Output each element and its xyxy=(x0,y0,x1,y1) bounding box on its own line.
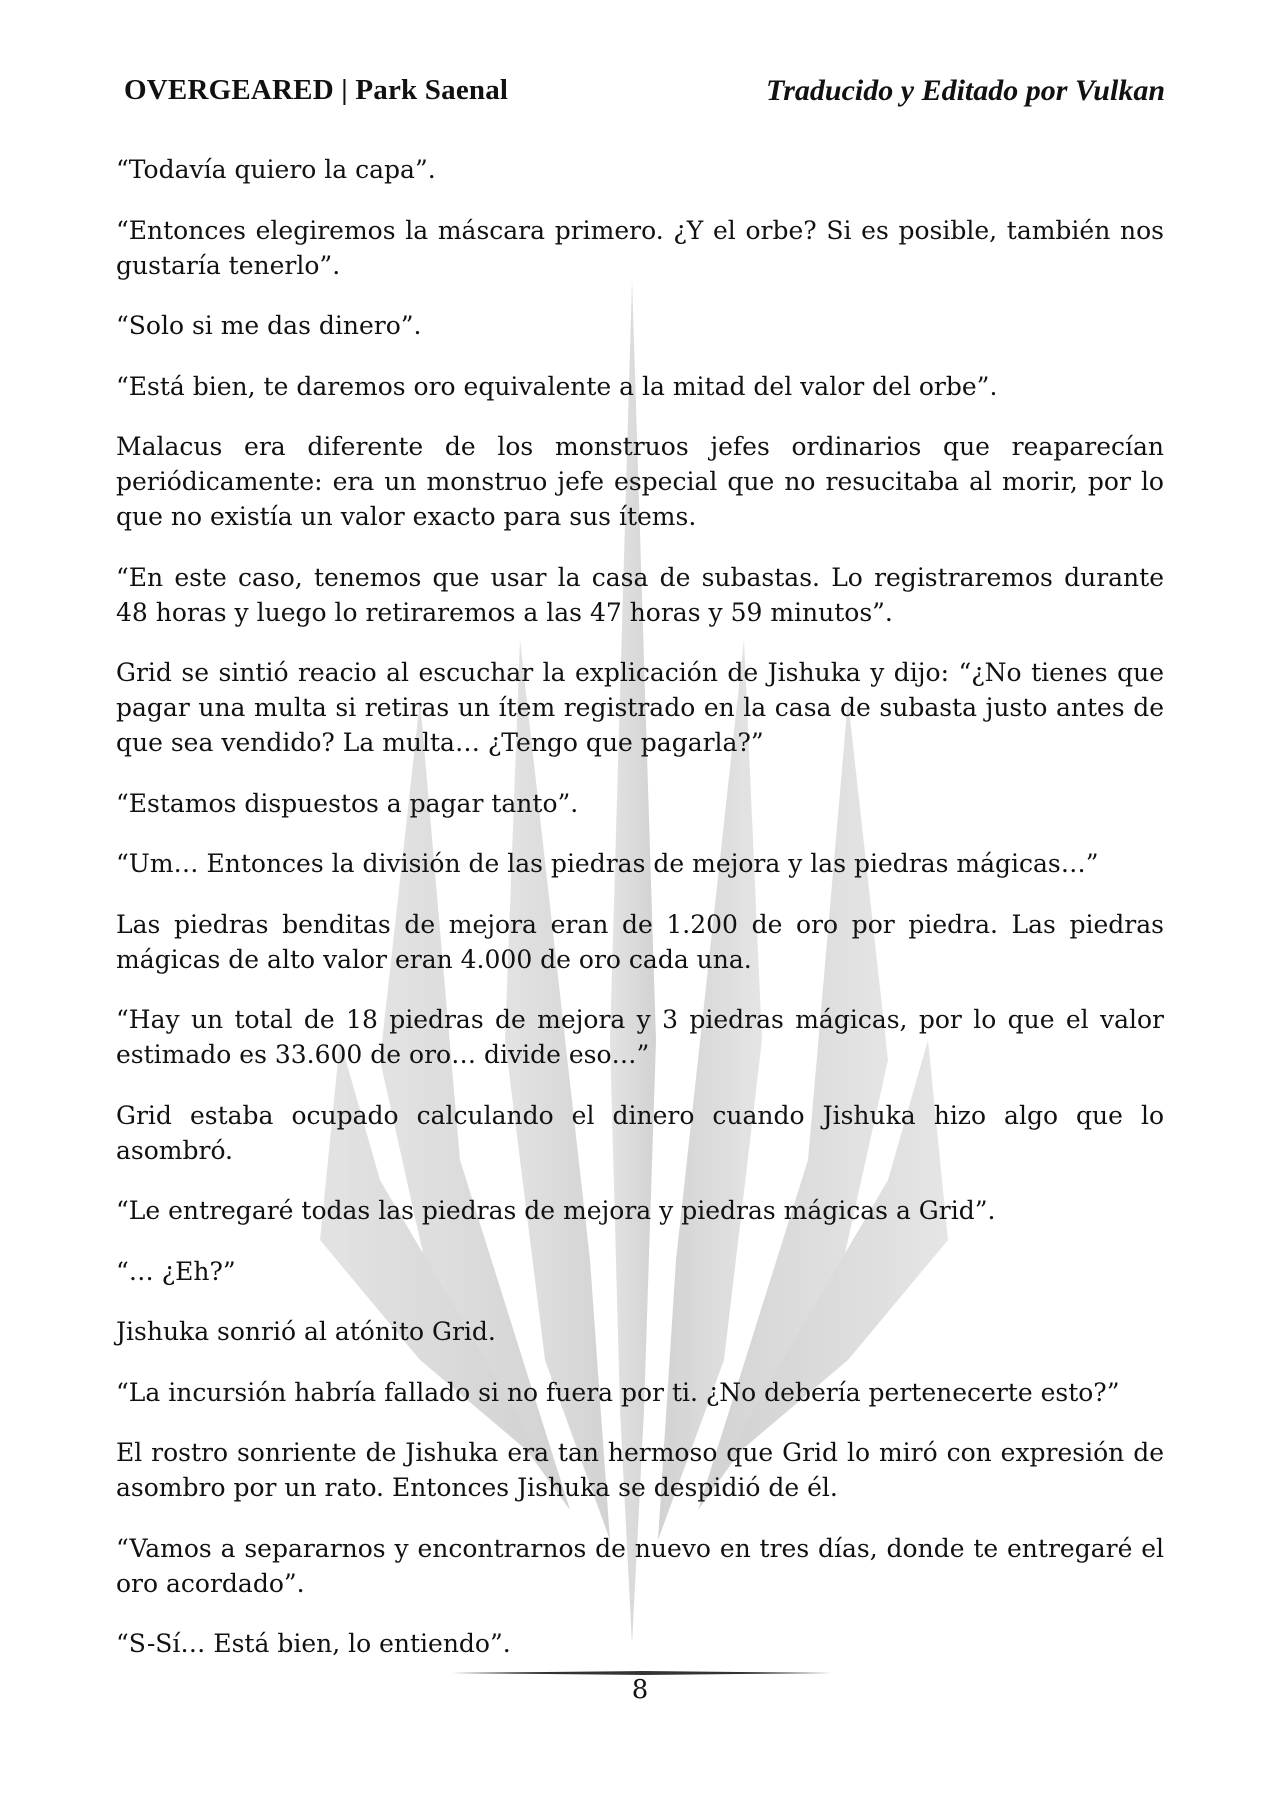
paragraph: “… ¿Eh?” xyxy=(116,1256,236,1286)
body-text xyxy=(116,152,1164,1687)
paragraph: “Estamos dispuestos a pagar tanto”. xyxy=(116,788,579,818)
paragraph: Grid se sintió reacio al escuchar la explicación de Jishuka y dijo: “¿No tienes que pagar una multa si retiras un ítem registrado en la casa de subasta justo antes de que sea vendido? La multa… ¿Tengo que pagarla?” xyxy=(116,658,1164,757)
paragraph: Grid estaba ocupado calculando el dinero cuando Jishuka hizo algo que lo asombró. xyxy=(116,1100,1164,1165)
paragraph: “Um… Entonces la división de las piedras de mejora y las piedras mágicas…” xyxy=(116,849,1099,878)
paragraph: Las piedras benditas de mejora eran de 1.200 de oro por piedra. Las piedras mágicas de alto valor eran 4.000 de oro cada una. xyxy=(116,909,1164,974)
paragraph: Jishuka sonrió al atónito Grid. xyxy=(116,1317,496,1346)
paragraph: “En este caso, tenemos que usar la casa de subastas. Lo registraremos durante 48 horas y luego lo retiraremos a las 47 horas y 59 minutos”. xyxy=(116,562,1164,627)
paragraph: “Está bien, te daremos oro equivalente a la mitad del valor del orbe”. xyxy=(116,371,998,401)
page-number: 8 xyxy=(631,1675,649,1705)
paragraph: “S-Sí… Está bien, lo entiendo”. xyxy=(116,1629,511,1658)
paragraph: “Hay un total de 18 piedras de mejora y 3 piedras mágicas, por lo que el valor estimado es 33.600 de oro… divide eso…” xyxy=(116,1005,1164,1069)
paragraph: “Solo si me das dinero”. xyxy=(116,311,422,340)
header-translator-credit: Traducido y Editado por Vulkan xyxy=(766,74,1165,107)
paragraph: El rostro sonriente de Jishuka era tan hermoso que Grid lo miró con expresión de asombro por un rato. Entonces Jishuka se despidió de él. xyxy=(116,1438,1164,1502)
paragraph: Malacus era diferente de los monstruos jefes ordinarios que reaparecían periódicamente: era un monstruo jefe especial que no resucitaba al morir, por lo que no existía un valor exacto para sus ítems. xyxy=(116,432,1164,531)
paragraph: “Todavía quiero la capa”. xyxy=(116,155,436,184)
header-book-title: OVERGEARED | Park Saenal xyxy=(124,74,509,106)
paragraph: “Entonces elegiremos la máscara primero. ¿Y el orbe? Si es posible, también nos gustaría tenerlo”. xyxy=(116,215,1164,280)
page-header xyxy=(124,74,1165,114)
paragraph: “Le entregaré todas las piedras de mejora y piedras mágicas a Grid”. xyxy=(116,1196,996,1225)
paragraph: “La incursión habría fallado si no fuera por ti. ¿No debería pertenecerte esto?” xyxy=(116,1377,1120,1407)
paragraph: “Vamos a separarnos y encontrarnos de nuevo en tres días, donde te entregaré el oro acordado”. xyxy=(116,1533,1164,1598)
